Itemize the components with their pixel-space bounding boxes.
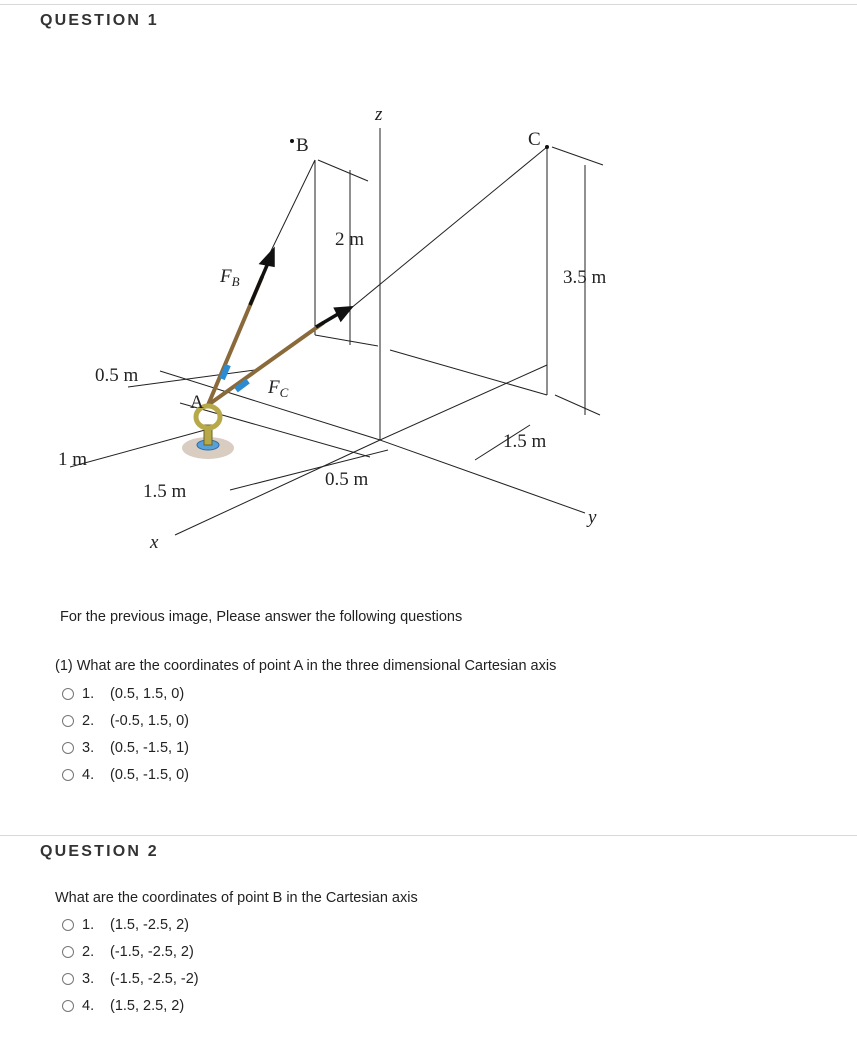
label-1m: 1 m [58, 449, 88, 470]
radio-button[interactable] [62, 1000, 74, 1012]
label-3-5m: 3.5 m [563, 267, 607, 288]
question-1-figure [40, 95, 680, 575]
radio-button[interactable] [62, 715, 74, 727]
radio-button[interactable] [62, 742, 74, 754]
label-x: x [150, 532, 159, 553]
q2-option-2[interactable] [62, 942, 194, 962]
option-number: 4. [82, 767, 95, 783]
option-text: (1.5, 2.5, 2) [110, 998, 185, 1014]
question-divider [0, 835, 857, 836]
q1-option-1[interactable] [62, 684, 184, 704]
label-0-5m-top: 0.5 m [95, 365, 139, 386]
question-2-prompt: What are the coordinates of point B in the Cartesian axis [55, 890, 418, 906]
radio-button[interactable] [62, 946, 74, 958]
question-1-prompt: (1) What are the coordinates of point A in the three dimensional Cartesian axis [55, 658, 557, 674]
option-text: (-0.5, 1.5, 0) [110, 713, 189, 729]
option-number: 3. [82, 971, 95, 987]
label-1-5m-left: 1.5 m [143, 481, 187, 502]
q2-option-3[interactable] [62, 969, 199, 989]
option-text: (1.5, -2.5, 2) [110, 917, 189, 933]
option-number: 1. [82, 917, 95, 933]
radio-button[interactable] [62, 973, 74, 985]
option-text: (0.5, -1.5, 0) [110, 767, 189, 783]
label-0-5m-bottom: 0.5 m [325, 469, 369, 490]
label-b: B [296, 135, 309, 156]
label-1-5m-right: 1.5 m [503, 431, 547, 452]
radio-button[interactable] [62, 919, 74, 931]
label-z: z [375, 104, 383, 125]
label-c: C [528, 129, 541, 150]
question-1-intro: For the previous image, Please answer the following questions [60, 609, 463, 625]
q1-option-2[interactable] [62, 711, 189, 731]
option-number: 2. [82, 944, 95, 960]
option-number: 3. [82, 740, 95, 756]
q2-option-1[interactable] [62, 915, 189, 935]
option-text: (0.5, -1.5, 1) [110, 740, 189, 756]
option-text: (-1.5, -2.5, 2) [110, 944, 194, 960]
radio-button[interactable] [62, 688, 74, 700]
top-divider [0, 4, 857, 5]
question-1-title: QUESTION 1 [40, 12, 159, 29]
q1-option-3[interactable] [62, 738, 189, 758]
label-y: y [588, 507, 597, 528]
question-2-title: QUESTION 2 [40, 843, 159, 860]
option-number: 4. [82, 998, 95, 1014]
option-number: 1. [82, 686, 95, 702]
label-fb: $F_B$ [220, 266, 240, 289]
y-axis [380, 440, 585, 513]
option-text: (-1.5, -2.5, -2) [110, 971, 199, 987]
q2-option-4[interactable] [62, 996, 184, 1016]
option-number: 2. [82, 713, 95, 729]
label-fc: $F_C$ [268, 377, 289, 400]
label-a: A [190, 392, 204, 413]
option-text: (0.5, 1.5, 0) [110, 686, 185, 702]
label-2m: 2 m [335, 229, 365, 250]
radio-button[interactable] [62, 769, 74, 781]
q1-option-4[interactable] [62, 765, 189, 785]
